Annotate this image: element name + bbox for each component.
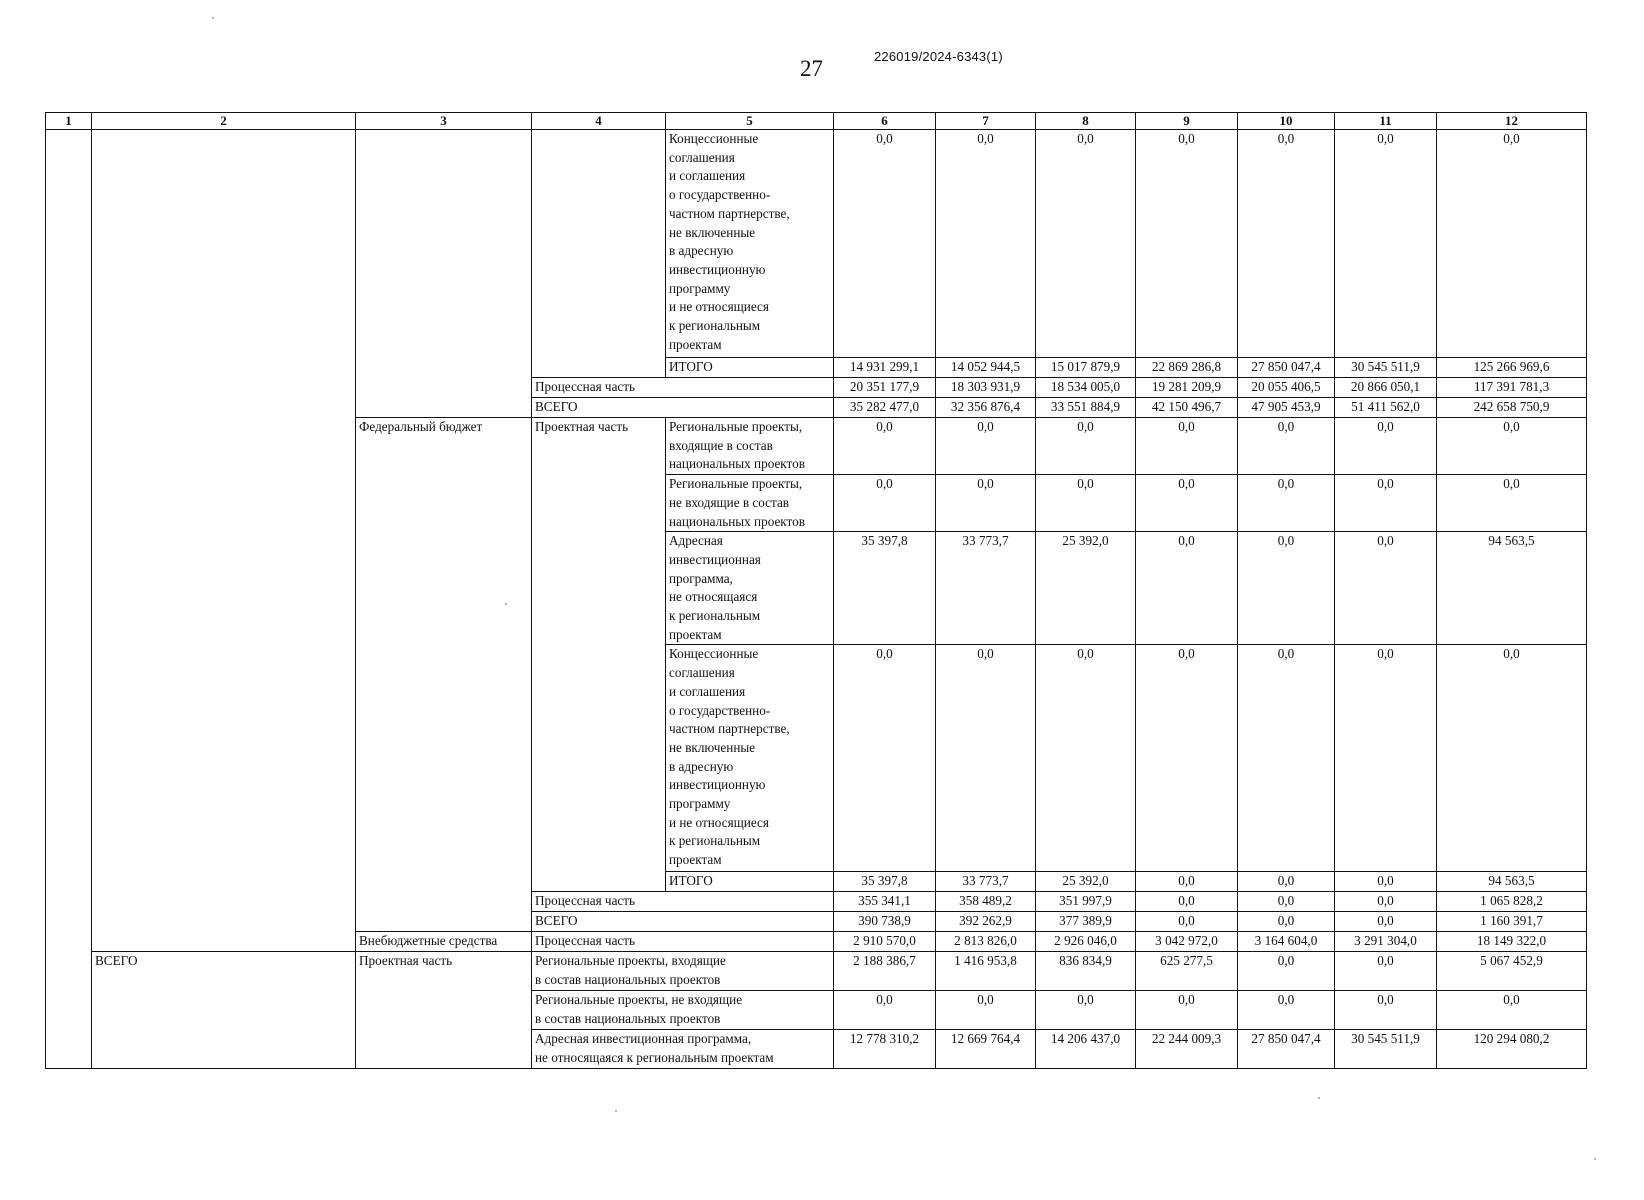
value-cell: 0,0 (1238, 991, 1335, 1030)
value-cell: 0,0 (1238, 872, 1335, 892)
value-cell: 0,0 (1335, 645, 1437, 872)
value-cell: 120 294 080,2 (1437, 1030, 1587, 1069)
source-cell: Внебюджетные средства (356, 932, 532, 952)
value-cell: 20 055 406,5 (1238, 378, 1335, 398)
value-cell: 30 545 511,9 (1335, 1030, 1437, 1069)
value-cell: 0,0 (1036, 130, 1136, 358)
row-label: Концессионные соглашения и соглашения о государственно- частном партнерстве, не включенные в адресную инвестиционную программу и не относящиеся к региональным проектам (666, 130, 834, 358)
col-header: 1 (46, 113, 92, 130)
value-cell: 0,0 (1238, 130, 1335, 358)
value-cell: 0,0 (1335, 872, 1437, 892)
value-cell: 2 910 570,0 (834, 932, 936, 952)
value-cell: 35 282 477,0 (834, 398, 936, 418)
value-cell: 14 206 437,0 (1036, 1030, 1136, 1069)
row-label: Концессионные соглашения и соглашения о государственно- частном партнерстве, не включенные в адресную инвестиционную программу и не относящиеся к региональным проектам (666, 645, 834, 872)
value-cell: 0,0 (1335, 130, 1437, 358)
col-header: 5 (666, 113, 834, 130)
row-label: ВСЕГО (532, 912, 834, 932)
value-cell: 836 834,9 (1036, 952, 1136, 991)
value-cell: 27 850 047,4 (1238, 1030, 1335, 1069)
value-cell: 14 052 944,5 (936, 358, 1036, 378)
scan-speck (212, 17, 214, 19)
value-cell: 15 017 879,9 (1036, 358, 1136, 378)
value-cell: 22 244 009,3 (1136, 1030, 1238, 1069)
value-cell: 51 411 562,0 (1335, 398, 1437, 418)
value-cell: 0,0 (1036, 475, 1136, 532)
value-cell: 0,0 (936, 418, 1036, 475)
table-row (46, 952, 1587, 991)
value-cell: 32 356 876,4 (936, 398, 1036, 418)
value-cell: 0,0 (1335, 991, 1437, 1030)
value-cell: 0,0 (1036, 418, 1136, 475)
value-cell: 18 534 005,0 (1036, 378, 1136, 398)
row-label: Процессная часть (532, 378, 834, 398)
name-cell (92, 130, 356, 952)
value-cell: 0,0 (1437, 991, 1587, 1030)
scan-speck (1318, 1097, 1320, 1099)
value-cell: 0,0 (1136, 872, 1238, 892)
col-header: 4 (532, 113, 666, 130)
value-cell: 242 658 750,9 (1437, 398, 1587, 418)
value-cell: 30 545 511,9 (1335, 358, 1437, 378)
row-label: Процессная часть (532, 892, 834, 912)
row-label: ИТОГО (666, 872, 834, 892)
value-cell: 358 489,2 (936, 892, 1036, 912)
value-cell: 0,0 (1136, 532, 1238, 645)
value-cell: 0,0 (1036, 645, 1136, 872)
value-cell: 0,0 (936, 130, 1036, 358)
value-cell: 0,0 (1136, 912, 1238, 932)
value-cell: 94 563,5 (1437, 872, 1587, 892)
value-cell: 0,0 (936, 645, 1036, 872)
value-cell: 0,0 (834, 645, 936, 872)
value-cell: 0,0 (936, 991, 1036, 1030)
value-cell: 33 773,7 (936, 532, 1036, 645)
row-label: ИТОГО (666, 358, 834, 378)
value-cell: 2 813 826,0 (936, 932, 1036, 952)
value-cell: 0,0 (1136, 475, 1238, 532)
value-cell: 0,0 (1136, 645, 1238, 872)
row-label: Адресная инвестиционная программа, не относящаяся к региональным проектам (532, 1030, 834, 1069)
value-cell: 0,0 (1238, 645, 1335, 872)
value-cell: 0,0 (1238, 532, 1335, 645)
value-cell: 33 773,7 (936, 872, 1036, 892)
value-cell: 392 262,9 (936, 912, 1036, 932)
row-label: Региональные проекты, не входящие в состав национальных проектов (666, 475, 834, 532)
source-cell (356, 130, 532, 418)
scan-speck (1594, 1158, 1596, 1160)
part-cell: Проектная часть (532, 418, 666, 892)
value-cell: 0,0 (1335, 418, 1437, 475)
value-cell: 20 351 177,9 (834, 378, 936, 398)
value-cell: 0,0 (1238, 892, 1335, 912)
budget-table (45, 112, 1587, 1069)
name-cell: ВСЕГО (92, 952, 356, 1069)
col-header: 8 (1036, 113, 1136, 130)
col-header: 7 (936, 113, 1036, 130)
value-cell: 2 926 046,0 (1036, 932, 1136, 952)
value-cell: 355 341,1 (834, 892, 936, 912)
value-cell: 18 149 322,0 (1437, 932, 1587, 952)
value-cell: 14 931 299,1 (834, 358, 936, 378)
value-cell: 27 850 047,4 (1238, 358, 1335, 378)
col-header: 6 (834, 113, 936, 130)
value-cell: 0,0 (1437, 475, 1587, 532)
value-cell: 20 866 050,1 (1335, 378, 1437, 398)
value-cell: 0,0 (1335, 892, 1437, 912)
value-cell: 0,0 (1238, 912, 1335, 932)
value-cell: 0,0 (1238, 952, 1335, 991)
value-cell: 3 042 972,0 (1136, 932, 1238, 952)
value-cell: 117 391 781,3 (1437, 378, 1587, 398)
value-cell: 390 738,9 (834, 912, 936, 932)
value-cell: 19 281 209,9 (1136, 378, 1238, 398)
col-header: 3 (356, 113, 532, 130)
value-cell: 625 277,5 (1136, 952, 1238, 991)
value-cell: 42 150 496,7 (1136, 398, 1238, 418)
row-label: Региональные проекты, не входящие в состав национальных проектов (532, 991, 834, 1030)
value-cell: 1 160 391,7 (1437, 912, 1587, 932)
table-row (46, 130, 1587, 358)
page-number: 27 (800, 56, 823, 81)
col-header: 2 (92, 113, 356, 130)
value-cell: 1 065 828,2 (1437, 892, 1587, 912)
value-cell: 12 669 764,4 (936, 1030, 1036, 1069)
value-cell: 0,0 (1335, 532, 1437, 645)
value-cell: 0,0 (1036, 991, 1136, 1030)
part-cell (532, 130, 666, 378)
col-header: 11 (1335, 113, 1437, 130)
scan-speck (615, 1110, 617, 1112)
value-cell: 0,0 (1238, 418, 1335, 475)
source-cell: Проектная часть (356, 952, 532, 1069)
value-cell: 377 389,9 (1036, 912, 1136, 932)
value-cell: 0,0 (1238, 475, 1335, 532)
document-code: 226019/2024-6343(1) (874, 49, 1003, 64)
row-number-cell (46, 130, 92, 1069)
value-cell: 2 188 386,7 (834, 952, 936, 991)
value-cell: 0,0 (834, 991, 936, 1030)
value-cell: 0,0 (1136, 892, 1238, 912)
value-cell: 12 778 310,2 (834, 1030, 936, 1069)
value-cell: 351 997,9 (1036, 892, 1136, 912)
row-label: Региональные проекты, входящие в состав национальных проектов (532, 952, 834, 991)
value-cell: 3 291 304,0 (1335, 932, 1437, 952)
value-cell: 0,0 (1335, 912, 1437, 932)
value-cell: 22 869 286,8 (1136, 358, 1238, 378)
value-cell: 0,0 (1136, 418, 1238, 475)
value-cell: 0,0 (1437, 418, 1587, 475)
value-cell: 18 303 931,9 (936, 378, 1036, 398)
value-cell: 0,0 (1437, 645, 1587, 872)
row-label: ВСЕГО (532, 398, 834, 418)
col-header: 9 (1136, 113, 1238, 130)
value-cell: 47 905 453,9 (1238, 398, 1335, 418)
col-header: 10 (1238, 113, 1335, 130)
value-cell: 35 397,8 (834, 532, 936, 645)
value-cell: 0,0 (936, 475, 1036, 532)
value-cell: 0,0 (834, 418, 936, 475)
value-cell: 94 563,5 (1437, 532, 1587, 645)
value-cell: 5 067 452,9 (1437, 952, 1587, 991)
value-cell: 25 392,0 (1036, 532, 1136, 645)
column-number-row (46, 113, 1587, 130)
value-cell: 0,0 (1136, 991, 1238, 1030)
value-cell: 0,0 (1437, 130, 1587, 358)
value-cell: 25 392,0 (1036, 872, 1136, 892)
row-label: Региональные проекты, входящие в состав национальных проектов (666, 418, 834, 475)
value-cell: 3 164 604,0 (1238, 932, 1335, 952)
source-cell: Федеральный бюджет (356, 418, 532, 932)
value-cell: 1 416 953,8 (936, 952, 1036, 991)
row-label: Адресная инвестиционная программа, не относящаяся к региональным проектам (666, 532, 834, 645)
value-cell: 0,0 (1136, 130, 1238, 358)
col-header: 12 (1437, 113, 1587, 130)
value-cell: 125 266 969,6 (1437, 358, 1587, 378)
row-label: Процессная часть (532, 932, 834, 952)
value-cell: 33 551 884,9 (1036, 398, 1136, 418)
value-cell: 0,0 (834, 130, 936, 358)
value-cell: 35 397,8 (834, 872, 936, 892)
value-cell: 0,0 (1335, 475, 1437, 532)
value-cell: 0,0 (834, 475, 936, 532)
value-cell: 0,0 (1335, 952, 1437, 991)
